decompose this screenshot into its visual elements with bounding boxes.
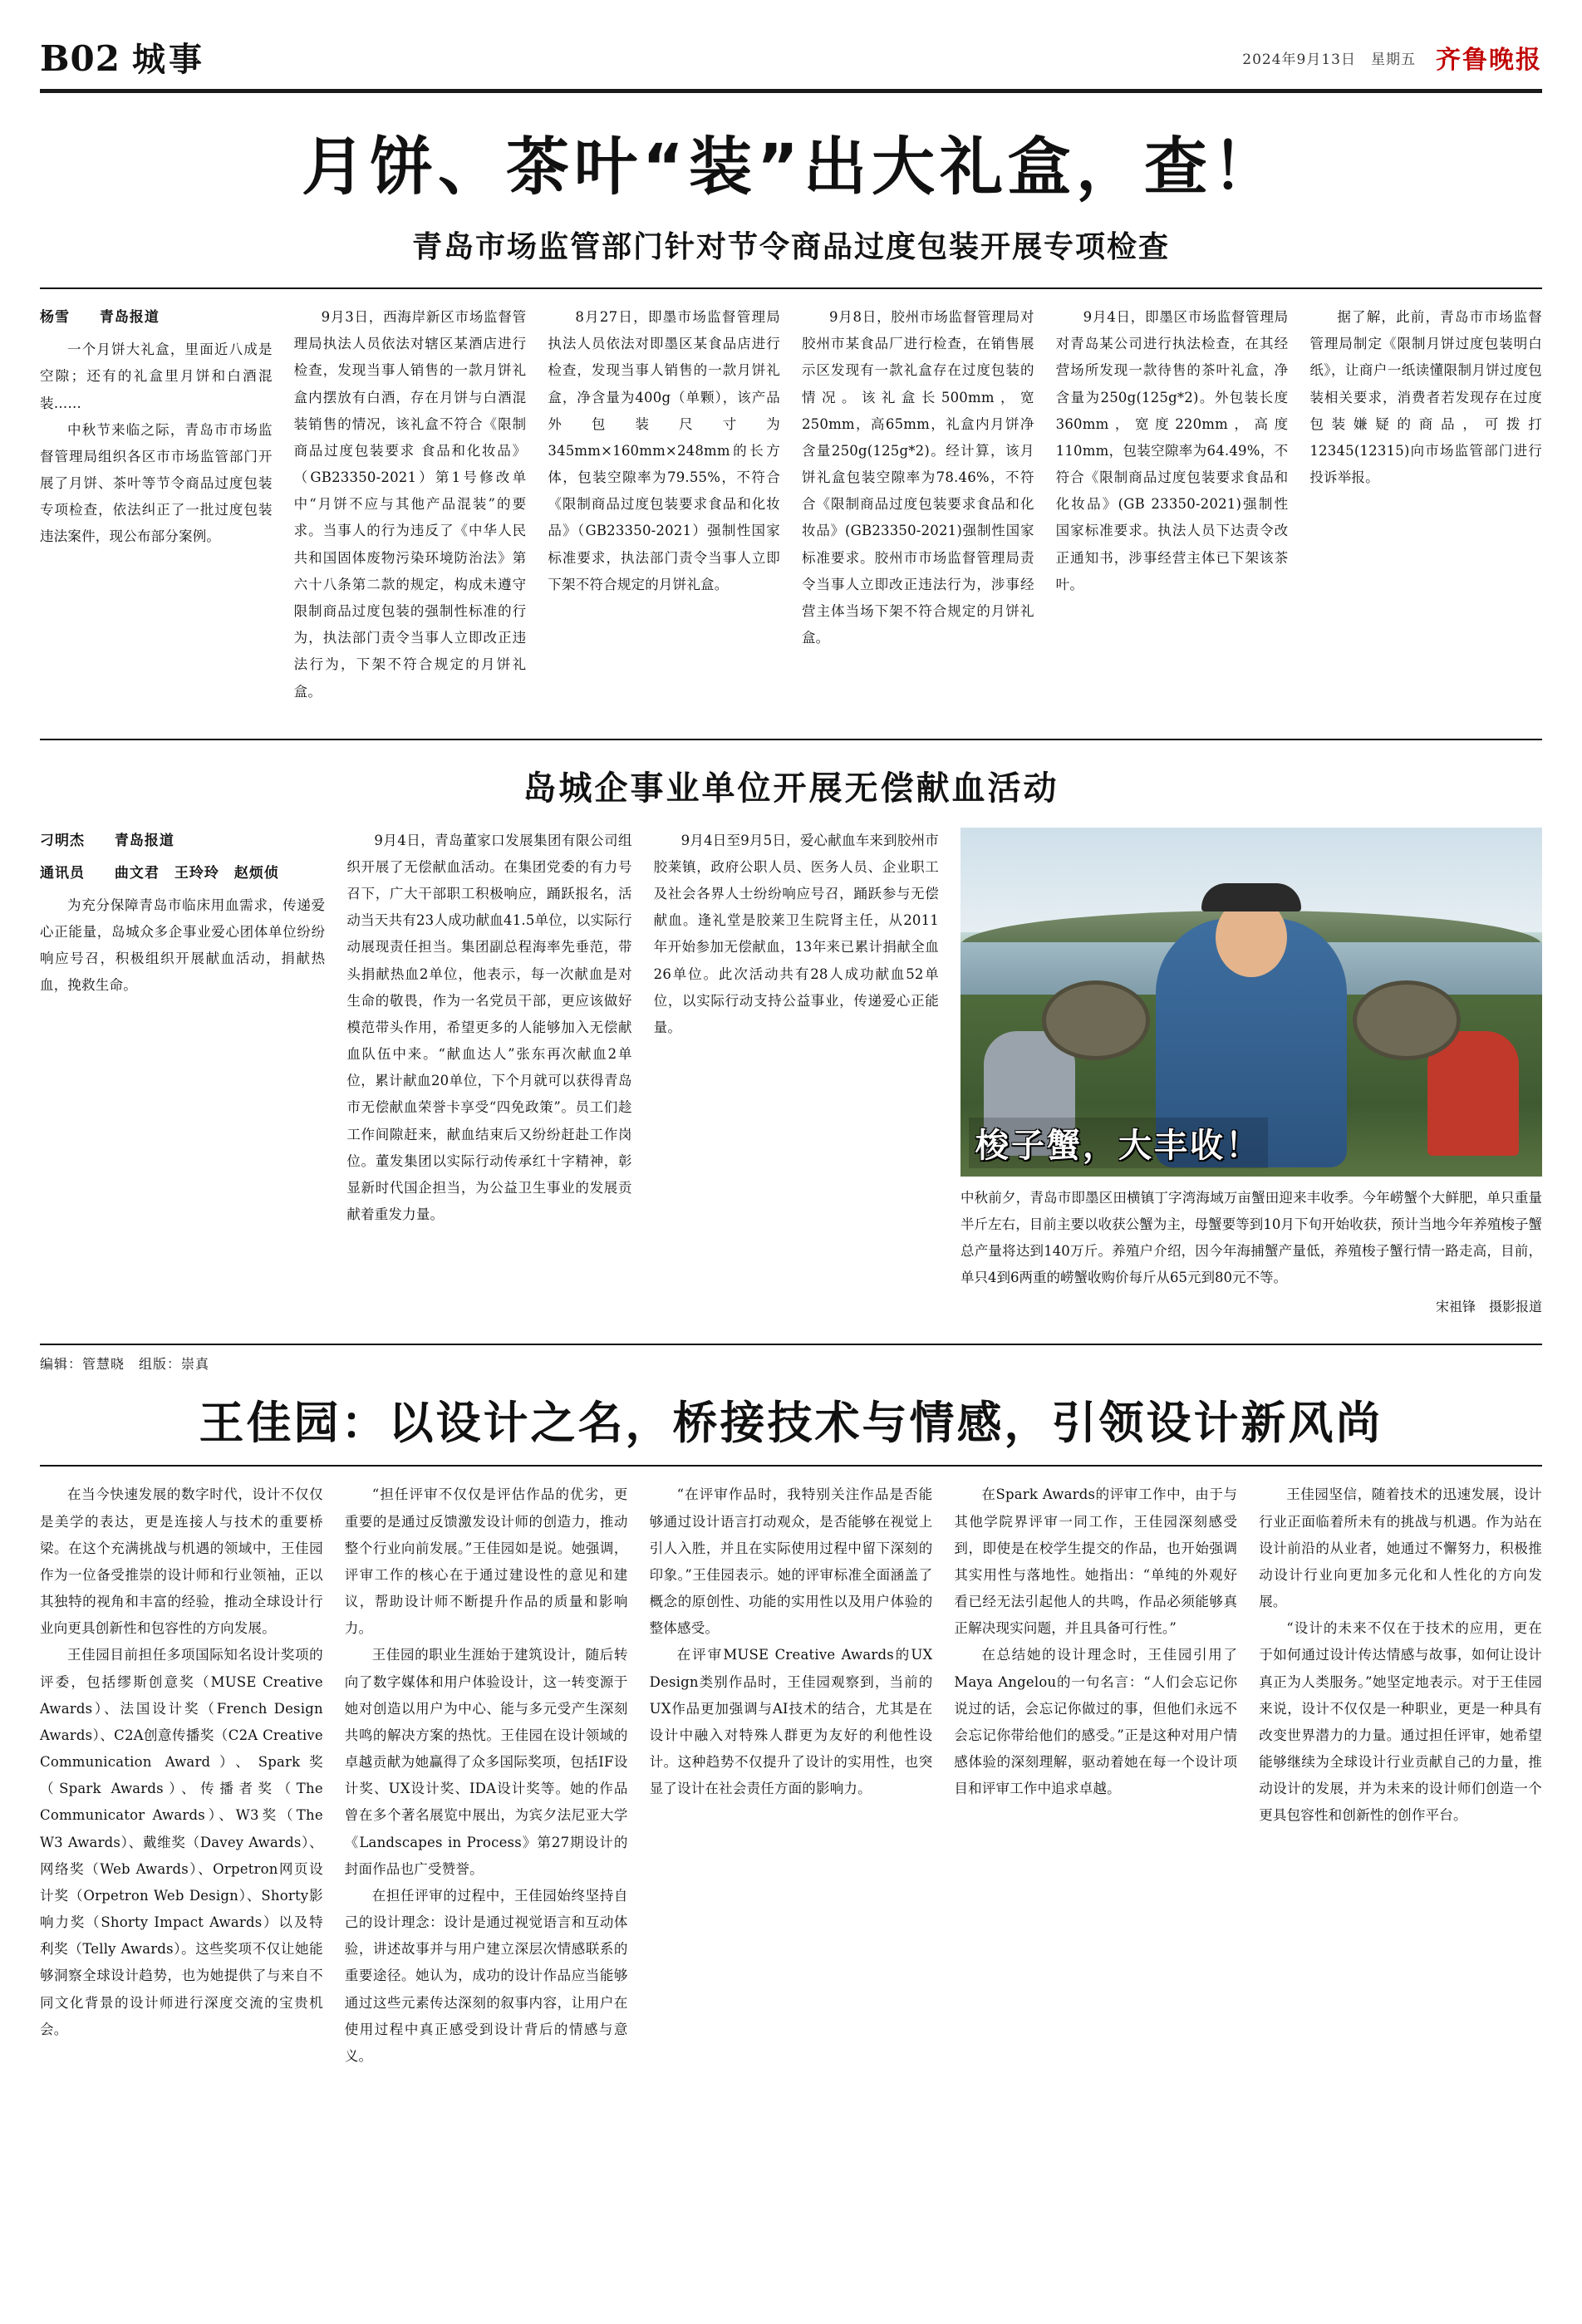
editor-credit-line: 编辑：管慧晓 组版：崇真 bbox=[40, 1344, 1542, 1373]
paragraph: 王佳园目前担任多项国际知名设计奖项的评委，包括缪斯创意奖（MUSE Creative Awards）、法国设计奖（French Design Awards）、C2A创意传播奖（C2A Creative Communication Award）、Spark奖（Spark Awards）、传播者奖（The Communicator Awards）、W3奖（The W3 Awards）、戴维奖（Davey Awards）、网络奖（Web Awards）、Orpetron网页设计奖（Orpetron Web Design）、Shorty影响力奖（Shorty Impact Awards）以及特利奖（Telly Awards）。这些奖项不仅让她能够洞察全球设计趋势，也为她提供了与来自不同文化背景的设计师进行深度交流的宝贵机会。 bbox=[40, 1647, 323, 2037]
column bbox=[345, 1481, 628, 2070]
masthead-right bbox=[1242, 39, 1542, 81]
column bbox=[40, 304, 273, 705]
paragraph: 一个月饼大礼盒，里面近八成是空隙；还有的礼盒里月饼和白酒混装…… bbox=[40, 341, 273, 411]
paragraph: 9月8日，胶州市场监督管理局对胶州市某食品厂进行检查，在销售展示区发现有一款礼盒存在过度包装的情况。该礼盒长500mm，宽250mm，高65mm，礼盒内月饼净含量250g(125g*2)。经计算，该月饼礼盒包装空隙率为78.46%，不符合《限制商品过度包装要求食品和化妆品》(GB23350-2021)强制性国家标准要求。胶州市市场监督管理局责令当事人立即改正违法行为，涉事经营主体当场下架不符合规定的月饼礼盒。 bbox=[801, 309, 1034, 646]
section-title: 城事 bbox=[131, 40, 205, 79]
story-blood-donation bbox=[40, 739, 1542, 1316]
paragraph: 中秋节来临之际，青岛市市场监督管理局组织各区市市场监管部门开展了月饼、茶叶等节令商品过度包装专项检查，依法纠正了一批过度包装违法案件，现公布部分案例。 bbox=[40, 421, 273, 545]
story-lead-columns bbox=[40, 304, 1542, 705]
byline-author: 刁明杰 bbox=[40, 832, 85, 849]
photo-block bbox=[960, 828, 1542, 1316]
column bbox=[40, 828, 325, 1316]
story-designer-feature bbox=[40, 1388, 1542, 2070]
paragraph: 在Spark Awards的评审工作中，由于与其他学院界评审一同工作，王佳园深刻感受到，即使是在校学生提交的作品，也开始强调其实用性与落地性。她指出：“单纯的外观好看已经无法引起他人的共鸣，作品必须能够真正解决现实问题，并且具备可行性。” bbox=[954, 1486, 1238, 1637]
byline-source: 青岛报道 bbox=[114, 832, 174, 849]
paragraph: “担任评审不仅仅是评估作品的优劣，更重要的是通过反馈激发设计师的创造力，推动整个行业向前发展。”王佳园如是说。她强调，评审工作的核心在于通过建设性的意见和建议，帮助设计师不断提升作品的质量和影响力。 bbox=[344, 1486, 628, 1637]
column bbox=[654, 828, 939, 1316]
page-title: 月饼、茶叶“装”出大礼盒，查！ bbox=[302, 130, 1280, 204]
story-lead bbox=[40, 131, 1542, 705]
column bbox=[346, 828, 631, 1316]
column bbox=[1259, 1481, 1542, 2070]
paragraph: 8月27日，即墨市场监督管理局执法人员依法对即墨区某食品店进行检查，发现当事人销售的一款月饼礼盒，净含量为400g（单颗），该产品外包装尺寸为345mm×160mm×248mm的长方体，包装空隙率为79.55%，不符合《限制商品过度包装要求食品和化妆品》（GB23350-2021）强制性国家标准要求，执法部门责令当事人立即下架不符合规定的月饼礼盒。 bbox=[548, 309, 780, 592]
column bbox=[1309, 304, 1542, 705]
paragraph: 在担任评审的过程中，王佳园始终坚持自己的设计理念：设计是通过视觉语言和互动体验，讲述故事并与用户建立深层次情感联系的重要途径。她认为，成功的设计作品应当能够通过这些元素传达深刻的叙事内容，让用户在使用过程中真正感受到设计背后的情感与意义。 bbox=[344, 1887, 628, 2064]
issue-date: 2024年9月13日 星期五 bbox=[1242, 51, 1416, 68]
paragraph: 9月4日至9月5日，爱心献血车来到胶州市胶莱镇，政府公职人员、医务人员、企业职工及社会各界人士纷纷响应号召，踊跃参与无偿献血。逢礼堂是胶莱卫生院肾主任，从2011年开始参加无偿献血，13年来已累计捐献全血26单位。此次活动共有28人成功献血52单位，以实际行动支持公益事业，传递爱心正能量。 bbox=[653, 832, 939, 1035]
paragraph: 9月3日，西海岸新区市场监督管理局执法人员依法对辖区某酒店进行检查，发现当事人销售的一款月饼礼盒内摆放有白酒，存在月饼与白酒混装销售的情况，该礼盒不符合《限制商品过度包装要求 食品和化妆品》（GB23350-2021）第1号修改单中“月饼不应与其他产品混装”的要求。当事人的行为违反了《中华人民共和国固体废物污染环境防治法》第六十八条第二款的规定，构成未遵守限制商品过度包装的强制性标准的行为，执法部门责令当事人立即改正违法行为，下架不符合规定的月饼礼盒。 bbox=[293, 309, 527, 700]
paragraph: 9月4日，青岛董家口发展集团有限公司组织开展了无偿献血活动。在集团党委的有力号召下，广大干部职工积极响应，踊跃报名，活动当天共有23人成功献血41.5单位，以实际行动展现责任担当。集团副总程海率先垂范，带头捐献热血2单位，他表示，每一次献血是对生命的敬畏，作为一名党员干部，更应该做好模范带头作用，希望更多的人能够加入无偿献血队伍中来。“献血达人”张东再次献血2单位，累计献血20单位，下个月就可以获得青岛市无偿献血荣誉卡享受“四免政策”。员工们趁工作间隙赶来，献血结束后又纷纷赶赴工作岗位。董发集团以实际行动传承红十字精神，彰显新时代国企担当，为公益卫生事业的发展贡献着重发力量。 bbox=[346, 832, 632, 1223]
column bbox=[802, 304, 1034, 705]
crab-harvest-photo bbox=[960, 828, 1542, 1177]
byline bbox=[40, 304, 273, 332]
paragraph: “设计的未来不仅在于技术的应用，更在于如何通过设计传达情感与故事，如何让设计真正为人类服务。”她坚定地表示。对于王佳园来说，设计不仅仅是一种职业，更是一种具有改变世界潜力的力量。通过担任评审，她希望能够继续为全球设计行业贡献自己的力量，推动设计的发展，并为未来的设计师们创造一个更具包容性和创新性的创作平台。 bbox=[1259, 1620, 1542, 1824]
masthead bbox=[40, 33, 1542, 93]
column bbox=[40, 1481, 323, 2070]
photo-caption-text: 中秋前夕，青岛市即墨区田横镇丁字湾海域万亩蟹田迎来丰收季。今年崂蟹个大鲜肥，单只重量半斤左右，目前主要以收获公蟹为主，母蟹要等到10月下旬开始收获，预计当地今年养殖梭子蟹总产量将达到140万斤。养殖户介绍，因今年海捕蟹产量低，养殖梭子蟹行情一路走高，目前，单只4到6两重的崂蟹收购价每斤从65元到80元不等。 bbox=[960, 1189, 1542, 1286]
paragraph: 在当今快速发展的数字时代，设计不仅仅是美学的表达，更是连接人与技术的重要桥梁。在这个充满挑战与机遇的领域中，王佳园作为一位备受推崇的设计师和行业领袖，正以其独特的视角和丰富的经验，推动全球设计行业向更具创新性和包容性的方向发展。 bbox=[40, 1486, 323, 1637]
column bbox=[650, 1481, 933, 2070]
crab-left-icon bbox=[1042, 980, 1150, 1060]
correspondents-names: 曲文君 王玲玲 赵烦侦 bbox=[114, 864, 279, 882]
paragraph: 为充分保障青岛市临床用血需求，传递爱心正能量，岛城众多企事业爱心团体单位纷纷响应号召，积极组织开展献血活动，捐献热血，挽救生命。 bbox=[40, 897, 326, 994]
story-designer-columns bbox=[40, 1481, 1542, 2070]
photo-credit: 宋祖锋 摄影报道 bbox=[1435, 1299, 1542, 1315]
divider bbox=[40, 287, 1542, 289]
crab-right-icon bbox=[1353, 980, 1461, 1060]
story-headline: 岛城企事业单位开展无偿献血活动 bbox=[523, 769, 1059, 808]
paragraph: 王佳园坚信，随着技术的迅速发展，设计行业正面临着所未有的挑战与机遇。作为站在设计前沿的从业者，她通过不懈努力，积极推动设计行业向更加多元化和人性化的方向发展。 bbox=[1259, 1486, 1542, 1610]
column bbox=[1056, 304, 1289, 705]
paragraph: 在总结她的设计理念时，王佳园引用了Maya Angelou的一句名言：“人们会忘记你说过的话，会忘记你做过的事，但他们永远不会忘记你带给他们的感受。”正是这种对用户情感体验的深刻理解，驱动着她在每一个设计项目和评审工作中追求卓越。 bbox=[954, 1647, 1238, 1797]
correspondents-label: 通讯员 bbox=[40, 864, 85, 882]
story-blood-donation-columns bbox=[40, 828, 1542, 1316]
byline-correspondents bbox=[40, 860, 325, 887]
paragraph: 9月4日，即墨区市场监督管理局对青岛某公司进行执法检查，在其经营场所发现一款待售的茶叶礼盒，净含量为250g(125g*2)。外包装长度360mm，宽度220mm，高度110mm，包装空隙率为64.49%，不符合《限制商品过度包装要求食品和化妆品》(GB 23350-2021)强制性国家标准要求。执法人员下达责令改正通知书，涉事经营主体已下架该茶叶。 bbox=[1055, 309, 1289, 592]
byline-source: 青岛报道 bbox=[99, 309, 160, 327]
photo-caption-overlay: 梭子蟹，大丰收！ bbox=[969, 1118, 1268, 1168]
photo-hat bbox=[1201, 883, 1301, 911]
column bbox=[548, 304, 780, 705]
divider bbox=[40, 1465, 1542, 1467]
lead-subhead: 青岛市场监管部门针对节令商品过度包装开展专项检查 bbox=[411, 229, 1170, 265]
byline-author: 杨雪 bbox=[40, 309, 70, 327]
byline bbox=[40, 828, 325, 855]
paper-logo: 齐鲁晚报 bbox=[1436, 46, 1542, 75]
page-folio: B02 bbox=[40, 38, 120, 79]
paragraph: “在评审作品时，我特别关注作品是否能够通过设计语言打动观众，是否能够在视觉上引人入胜，并且在实际使用过程中留下深刻的印象。”王佳园表示。她的评审标准全面涵盖了概念的原创性、功能的实用性以及用户体验的整体感受。 bbox=[649, 1486, 933, 1637]
column bbox=[294, 304, 527, 705]
column bbox=[954, 1481, 1237, 2070]
masthead-left bbox=[40, 33, 205, 81]
story-headline: 王佳园：以设计之名，桥接技术与情感，引领设计新风尚 bbox=[199, 1397, 1383, 1450]
paragraph: 在评审MUSE Creative Awards的UX Design类别作品时，王佳园观察到，当前的UX作品更加强调与AI技术的结合，尤其是在设计中融入对特殊人群更为友好的利他性设计。这种趋势不仅提升了设计的实用性，也突显了设计在社会责任方面的影响力。 bbox=[649, 1647, 933, 1797]
paragraph: 王佳园的职业生涯始于建筑设计，随后转向了数字媒体和用户体验设计，这一转变源于她对创造以用户为中心、能与多元受产生深刻共鸣的解决方案的热忱。王佳园在设计领域的卓越贡献为她赢得了众多国际奖项，包括IF设计奖、UX设计奖、IDA设计奖等。她的作品曾在多个著名展览中展出，为宾夕法尼亚大学《Landscapes in Process》第27期设计的封面作品也广受赞誉。 bbox=[344, 1647, 628, 1877]
paragraph: 据了解，此前，青岛市市场监督管理局制定《限制月饼过度包装明白纸》，让商户一纸读懂限制月饼过度包装相关要求，消费者若发现存在过度包装嫌疑的商品，可拨打12345(12315)向市场监管部门进行投诉举报。 bbox=[1309, 309, 1542, 486]
